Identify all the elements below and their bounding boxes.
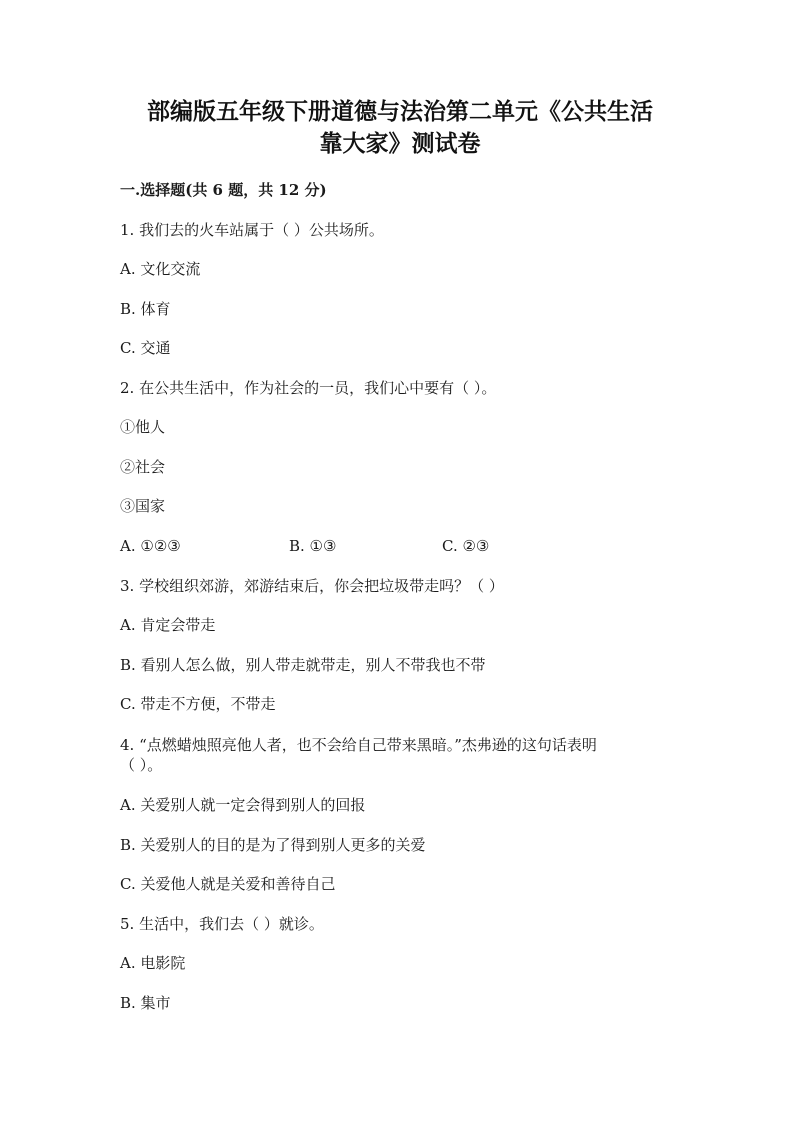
question-2-statement-1: ①他人 — [120, 418, 166, 436]
section-heading: 一.选择题(共 6 题，共 12 分) — [120, 181, 327, 199]
document-title-line-1: 部编版五年级下册道德与法治第二单元《公共生活 — [147, 98, 653, 125]
question-2-statement-2: ②社会 — [120, 458, 166, 476]
question-4-stem-line-2: （ ）。 — [120, 756, 163, 774]
question-3-option-c: C. 带走不方便，不带走 — [120, 695, 276, 713]
question-3-option-b: B. 看别人怎么做，别人带走就带走，别人不带我也不带 — [120, 656, 486, 674]
question-1-stem: 1. 我们去的火车站属于（ ）公共场所。 — [120, 221, 384, 239]
question-3-option-a: A. 肯定会带走 — [120, 616, 216, 634]
question-5-option-b: B. 集市 — [120, 994, 171, 1012]
question-1-option-a: A. 文化交流 — [120, 260, 201, 278]
question-2-statement-3: ③国家 — [120, 497, 166, 515]
question-2-option-b: B. ①③ — [289, 537, 337, 555]
question-2-option-a: A. ①②③ — [120, 537, 181, 555]
question-4-option-b: B. 关爱别人的目的是为了得到别人更多的关爱 — [120, 836, 426, 854]
question-3-stem: 3. 学校组织郊游，郊游结束后，你会把垃圾带走吗？（ ） — [120, 577, 504, 595]
question-4-option-c: C. 关爱他人就是关爱和善待自己 — [120, 875, 336, 893]
question-2-option-c: C. ②③ — [442, 537, 490, 555]
question-4-option-a: A. 关爱别人就一定会得到别人的回报 — [120, 796, 366, 814]
question-2-stem: 2. 在公共生活中，作为社会的一员，我们心中要有（ ）。 — [120, 379, 497, 397]
question-1-option-c: C. 交通 — [120, 339, 171, 357]
question-5-stem: 5. 生活中，我们去（ ）就诊。 — [120, 915, 324, 933]
question-1-option-b: B. 体育 — [120, 300, 171, 318]
question-5-option-a: A. 电影院 — [120, 954, 186, 972]
document-title-line-2: 靠大家》测试卷 — [319, 130, 481, 157]
question-4-stem-line-1: 4. “点燃蜡烛照亮他人者，也不会给自己带来黑暗。”杰弗逊的这句话表明 — [120, 736, 597, 754]
